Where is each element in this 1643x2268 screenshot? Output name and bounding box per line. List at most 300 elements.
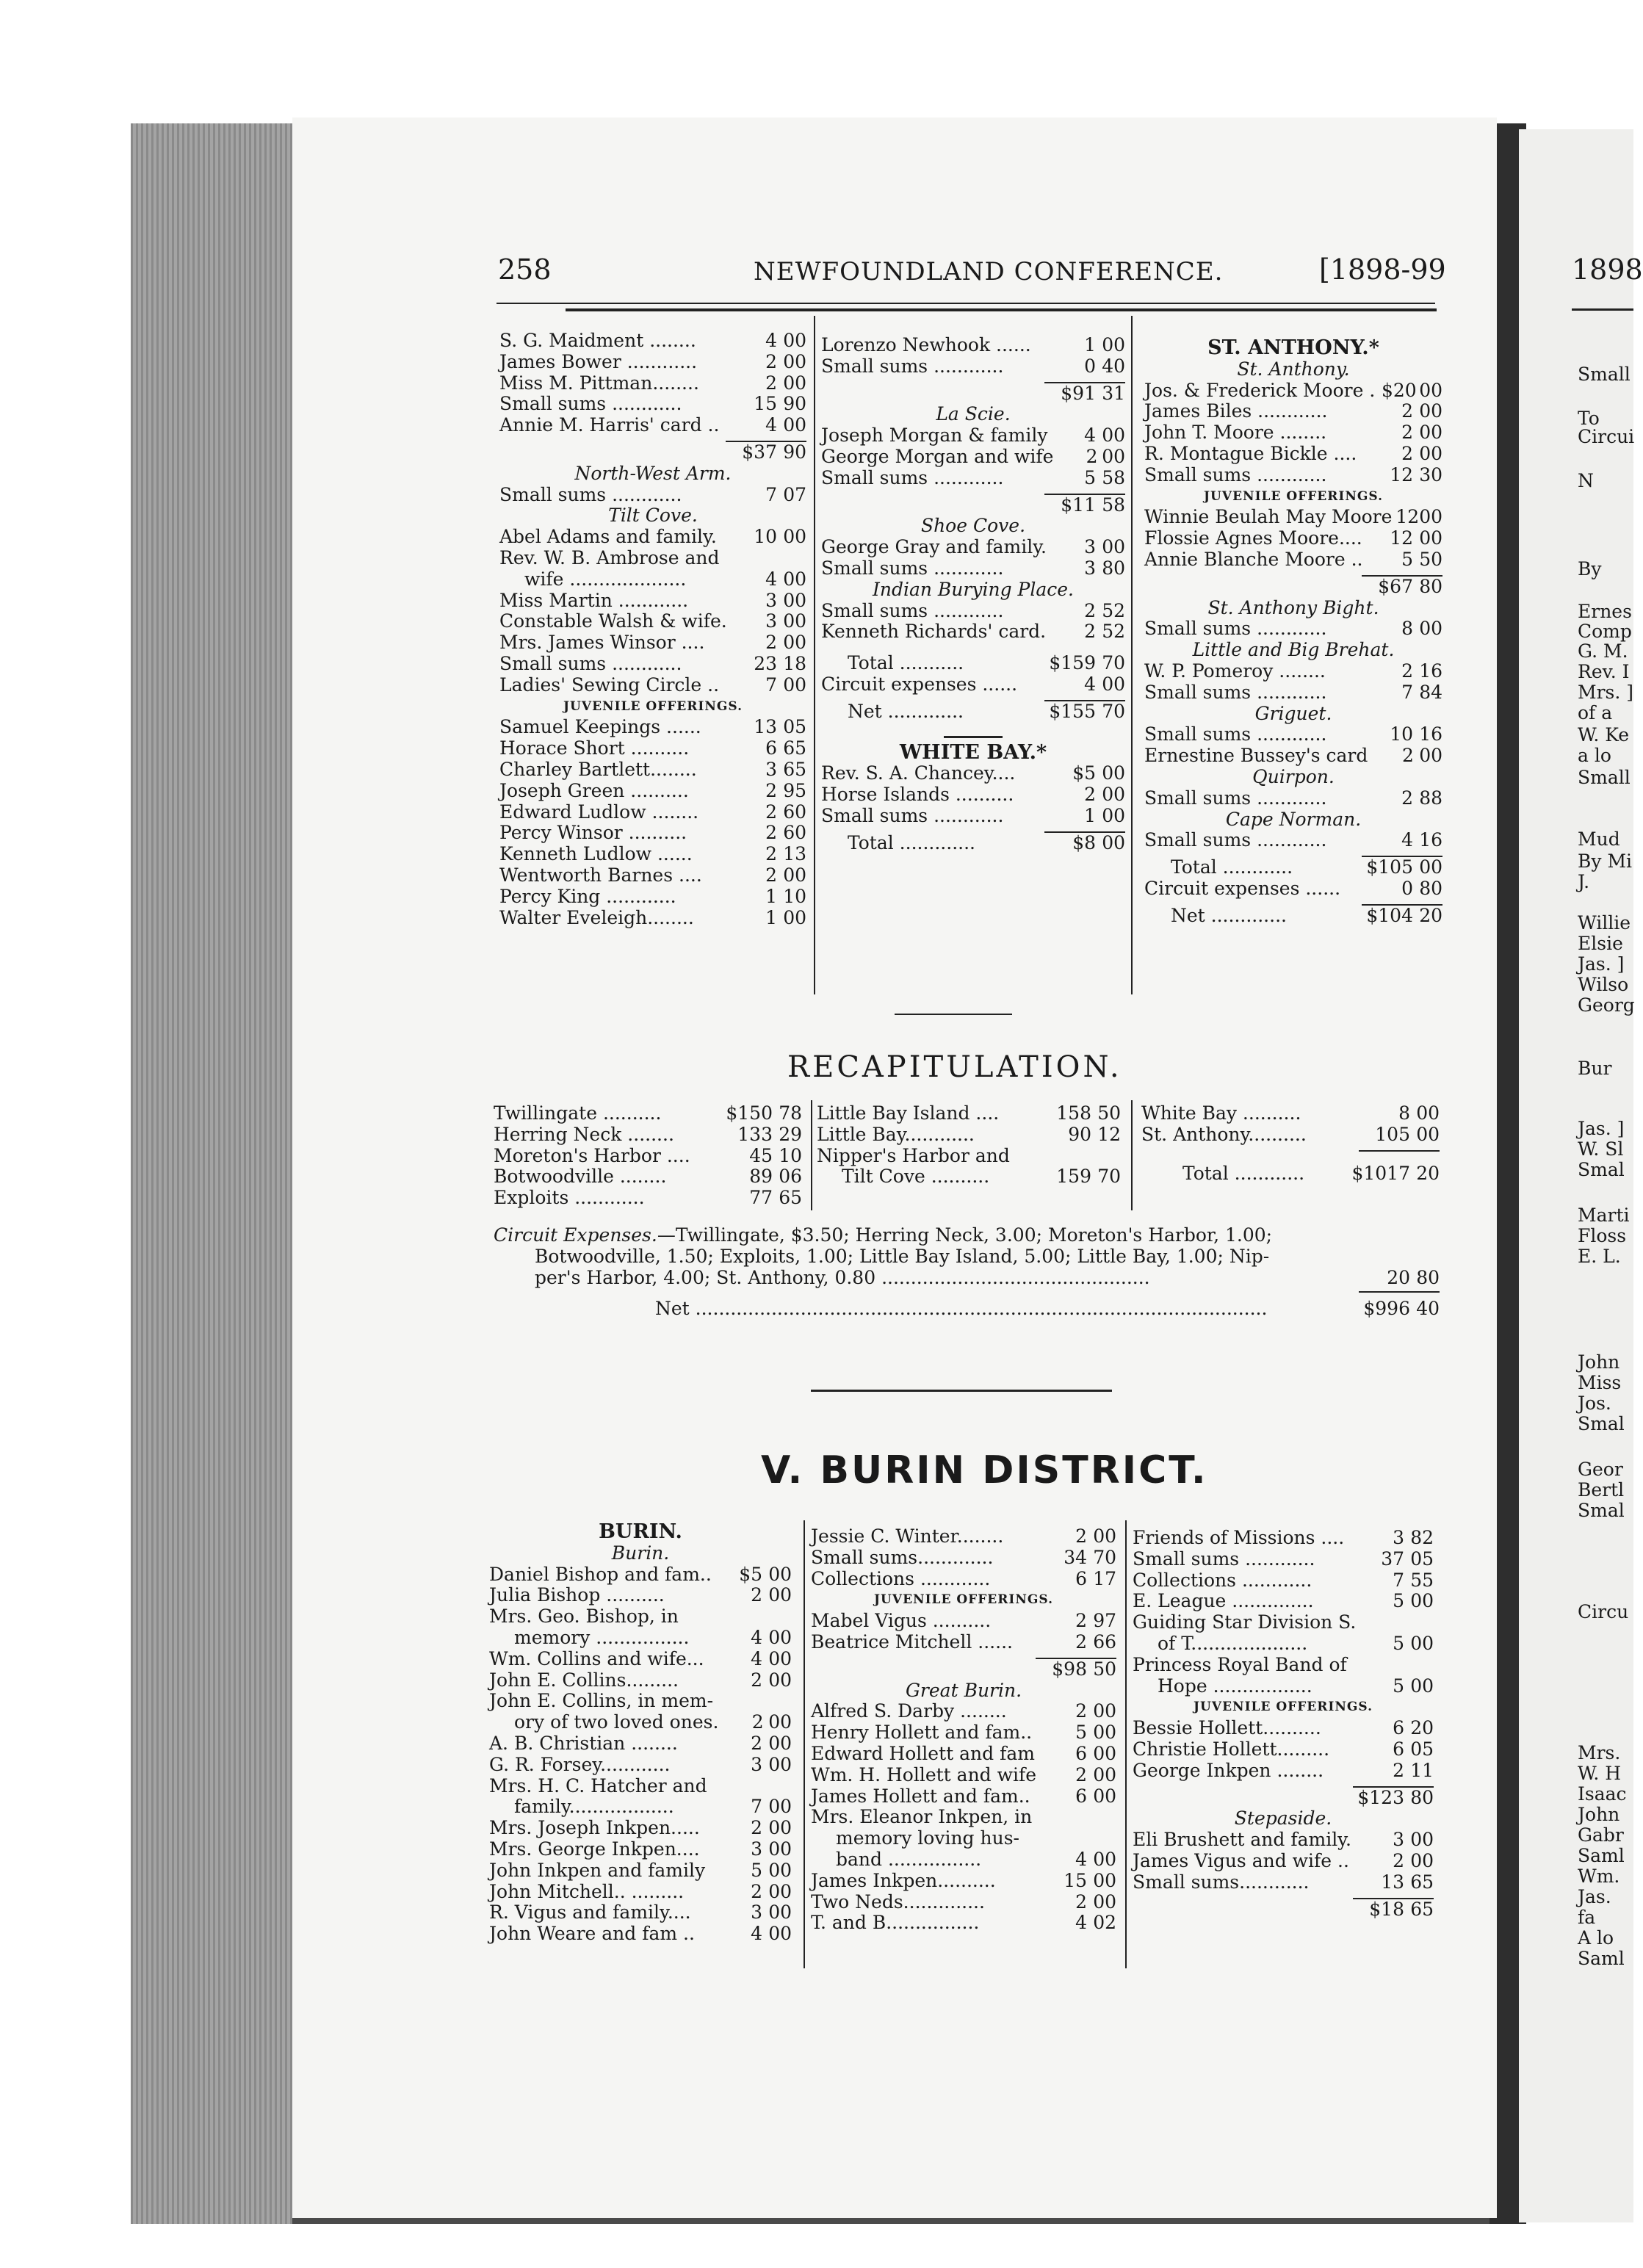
juvenile-offerings-heading: JUVENILE OFFERINGS. (874, 1592, 1053, 1608)
entry-name: Constable Walsh & wife. (499, 610, 727, 632)
facing-page-fragment: W. Sl (1578, 1138, 1624, 1160)
column-divider (814, 316, 815, 994)
recap-item-name: Moreton's Harbor .... (494, 1144, 690, 1166)
entry-cents: 70 (1102, 700, 1125, 722)
entry-name: Hope ................. (1158, 1675, 1312, 1697)
recap-net-label: Net .................................................................................................. (655, 1298, 1268, 1320)
entry-name: Two Neds.............. (811, 1890, 985, 1913)
subtotal-amount: $123 (1357, 1786, 1404, 1808)
entry-cents: 00 (1102, 536, 1125, 558)
recap-title: RECAPITULATION. (787, 1050, 1122, 1084)
facing-page-fragment: W. Ke (1578, 724, 1630, 745)
entry-amount: 10 (1390, 723, 1413, 745)
entry-cents: 11 (1410, 1759, 1434, 1781)
entry-amount: 4 (1084, 673, 1096, 695)
entry-row (811, 1701, 1116, 1722)
entry-amount: 23 (754, 652, 777, 674)
entry-row (1144, 444, 1442, 465)
recap-amount: $150 (726, 1102, 773, 1124)
entry-amount (715, 1691, 762, 1712)
circuit-expenses-line1: —Twillingate, $3.50; Herring Neck, 3.00; Moreton's Harbor, 1.00; (657, 1224, 1273, 1246)
entry-row (821, 806, 1125, 827)
entry-row (489, 1691, 792, 1712)
facing-page-fragment: Saml (1578, 1948, 1625, 1969)
circuit-expenses-cents: 80 (1416, 1266, 1440, 1288)
entry-amount: 6 (1075, 1785, 1087, 1807)
entry-name: Edward Hollett and fam (811, 1742, 1035, 1764)
entry-amount: 5 (1084, 466, 1096, 488)
entry-cents (1087, 1828, 1116, 1849)
entry-row (821, 763, 1125, 784)
recap-amount: 8 (1398, 1102, 1410, 1124)
recap-item-name: Nipper's Harbor and (817, 1144, 1010, 1166)
facing-page-fragment: John (1578, 1351, 1620, 1373)
entry-cents: 95 (783, 779, 806, 801)
entry-amount: 2 (1075, 1890, 1087, 1913)
entry-cents: 00 (768, 1647, 792, 1669)
facing-page-fragment: Gabr (1578, 1824, 1624, 1846)
entry-cents: 00 (1419, 856, 1442, 878)
entry-row (1144, 507, 1442, 528)
facing-page-fragment: Isaac (1578, 1783, 1627, 1805)
entry-row (1144, 857, 1442, 878)
entry-amount: $159 (1049, 652, 1096, 674)
entry-row (1144, 422, 1442, 444)
entry-name: Small sums ............ (499, 483, 682, 505)
entry-amount: 2 (1401, 660, 1413, 682)
subtotal-row (1133, 1788, 1434, 1809)
entry-amount: 4 (765, 414, 777, 436)
facing-page-fragment: Mrs. (1578, 1742, 1621, 1763)
district-title: V. BURIN DISTRICT. (761, 1448, 1208, 1492)
entry-amount: 7 (765, 673, 777, 696)
facing-page-fragment: Small (1578, 364, 1631, 385)
entry-row (811, 1569, 1116, 1590)
entry-name: John Mitchell.. ......... (489, 1880, 685, 1902)
entry-amount: 2 (1401, 787, 1413, 809)
entry-amount: 5 (751, 1859, 762, 1881)
entry-cents (1404, 1655, 1434, 1676)
entry-cents: 00 (1419, 442, 1442, 464)
recap-row (817, 1103, 1121, 1124)
entry-amount: 3 (765, 610, 777, 632)
entry-row (1144, 830, 1442, 851)
entry-cents: 00 (783, 330, 806, 351)
facing-page-fragment: John (1578, 1804, 1620, 1825)
entry-amount: 10 (754, 526, 777, 548)
entry-cents: 00 (783, 526, 806, 548)
entry-amount: 2 (1075, 1630, 1087, 1653)
recap-row (494, 1146, 802, 1167)
entry-amount: 1 (765, 885, 777, 907)
entry-amount (1040, 1828, 1087, 1849)
recap-total-amount: $1017 (1351, 1162, 1410, 1184)
recap-column-3 (1141, 1103, 1440, 1184)
subtotal-spacer (1133, 1788, 1357, 1809)
entry-amount: 2 (765, 843, 777, 865)
entry-cents: 00 (783, 906, 806, 928)
sum-rule (1359, 1291, 1440, 1293)
header-rule-thin (496, 303, 1435, 304)
entry-cents: 00 (1419, 745, 1442, 767)
recap-amount (1044, 1146, 1091, 1167)
circuit-expenses-label: Circuit Expenses. (494, 1224, 657, 1246)
entry-name: Eli Brushett and family. (1133, 1829, 1351, 1851)
entry-cents: 00 (1102, 784, 1125, 806)
entry-row (811, 1611, 1116, 1632)
recap-cents: 10 (779, 1144, 802, 1166)
subtotal-amount: $91 (1061, 382, 1096, 404)
entry-amount: 5 (1393, 1632, 1404, 1654)
juvenile-offerings-heading: JUVENILE OFFERINGS. (1194, 1700, 1373, 1715)
entry-cents (777, 548, 806, 569)
entry-row (489, 1755, 792, 1776)
entry-name: Small sums ............ (821, 599, 1004, 621)
entry-name: Alfred S. Darby ........ (811, 1700, 1007, 1722)
spacer (821, 643, 1125, 653)
entry-row (489, 1796, 792, 1818)
recap-row (494, 1188, 802, 1209)
entry-amount: 4 (751, 1647, 762, 1669)
entry-row (499, 865, 806, 886)
entry-cents: 00 (1093, 1785, 1116, 1807)
facing-page-fragment: Small (1578, 767, 1631, 788)
entry-name: Small sums ............ (499, 393, 682, 415)
entry-amount: 12 (1395, 506, 1420, 528)
subtotal-cents: 58 (1102, 494, 1125, 516)
header-rule-thick (566, 308, 1437, 311)
entry-cents: 05 (1410, 1738, 1434, 1760)
entry-row (821, 833, 1125, 854)
entry-row (811, 1849, 1116, 1871)
entry-cents: 00 (783, 372, 806, 394)
entry-amount: 2 (1401, 422, 1413, 444)
entry-amount: 2 (765, 801, 777, 823)
entry-name: Flossie Agnes Moore.... (1144, 527, 1362, 549)
entry-row (1133, 1612, 1434, 1633)
recap-net-amount: $996 (1363, 1298, 1410, 1320)
entry-cents: 65 (1410, 1871, 1434, 1893)
entry-name: T. and B................ (811, 1912, 980, 1934)
entry-amount (1357, 1612, 1404, 1633)
entry-row (811, 1871, 1116, 1892)
facing-page-fragment: Smal (1578, 1159, 1625, 1180)
entry-name: Small sums ............ (821, 466, 1004, 488)
entry-name: James Hollett and fam.. (811, 1785, 1030, 1807)
facing-page-fragment: fa (1578, 1907, 1596, 1928)
entry-amount: 1 (1084, 804, 1096, 826)
column-burin (489, 1522, 792, 1945)
facing-page-fragment: Jos. (1578, 1393, 1611, 1414)
entry-name: James Vigus and wife .. (1133, 1849, 1349, 1871)
entry-name: Small sums ............ (821, 804, 1004, 826)
entry-name: Guiding Star Division S. (1133, 1611, 1357, 1633)
entry-row (821, 468, 1125, 489)
entry-name: Mrs. Geo. Bishop, in (489, 1606, 679, 1628)
entry-amount: 2 (765, 372, 777, 394)
entry-amount: 2 (765, 779, 777, 801)
entry-cents: 00 (768, 1584, 792, 1606)
recap-amount: 133 (737, 1123, 773, 1145)
entry-amount: 2 (1075, 1700, 1087, 1722)
entry-cents: 84 (1419, 681, 1442, 703)
circuit-expenses-line2: Botwoodville, 1.50; Exploits, 1.00; Little Bay Island, 5.00; Little Bay, 1.00; Nip- (535, 1245, 1270, 1267)
recap-item-name: Little Bay Island .... (817, 1102, 1000, 1124)
place-heading: Griguet. (1254, 702, 1332, 724)
entry-cents: 00 (768, 1838, 792, 1860)
page-edges (131, 123, 292, 2224)
place-heading: North-West Arm. (574, 462, 732, 484)
entry-name: Horace Short .......... (499, 737, 690, 759)
entry-cents: 02 (1093, 1912, 1116, 1934)
entry-cents: 00 (768, 1711, 792, 1733)
place-heading: Shoe Cove. (920, 515, 1026, 537)
place-heading: St. Anthony Bight. (1207, 596, 1379, 618)
entry-cents: 18 (783, 652, 806, 674)
entry-name: Net ............. (848, 700, 964, 722)
entry-amount: 15 (754, 393, 777, 415)
entry-cents: 00 (1093, 1890, 1116, 1913)
entry-row (821, 701, 1125, 723)
entry-name: S. G. Maidment ........ (499, 330, 696, 351)
entry-cents: 00 (768, 1796, 792, 1818)
recap-column-2 (817, 1103, 1121, 1188)
facing-page-fragment: A lo (1578, 1927, 1614, 1949)
entry-name: James Inkpen.......... (811, 1869, 996, 1891)
entry-amount: 34 (1064, 1546, 1087, 1568)
recap-item-name: Botwoodville ........ (494, 1166, 667, 1188)
facing-page-fragment: Rev. I (1578, 661, 1630, 682)
recap-cents: 00 (1416, 1123, 1440, 1145)
entry-amount (730, 548, 777, 569)
entry-amount: $155 (1049, 700, 1096, 722)
entry-amount: 4 (1401, 829, 1413, 851)
entry-row (499, 548, 806, 569)
recap-amount: 89 (749, 1166, 773, 1188)
entry-cents: 00 (783, 350, 806, 372)
entry-amount: 5 (1401, 548, 1413, 570)
entry-row (1133, 1591, 1434, 1612)
entry-row (489, 1733, 792, 1755)
entry-amount: 2 (1086, 445, 1098, 467)
entry-name: Beatrice Mitchell ...... (811, 1630, 1013, 1653)
entry-amount: 7 (751, 1796, 762, 1818)
entry-cents: 55 (1410, 1569, 1434, 1591)
subtotal-cents: 80 (1419, 575, 1442, 597)
entry-cents: 00 (783, 589, 806, 611)
entry-row (489, 1818, 792, 1839)
entry-amount: 5 (1075, 1722, 1087, 1744)
entry-row (499, 527, 806, 548)
facing-page-fragment: Miss (1578, 1372, 1622, 1393)
facing-page-fragment: Bertl (1578, 1479, 1625, 1500)
subtotal-cents: 50 (1093, 1658, 1116, 1680)
entry-row (821, 784, 1125, 806)
entry-name: memory ................ (514, 1626, 690, 1648)
entry-amount: 4 (751, 1923, 762, 1945)
entry-amount (1357, 1655, 1404, 1676)
facing-page-fragment: Willie (1578, 912, 1631, 933)
facing-page-fragment: Smal (1578, 1500, 1625, 1521)
facing-page-fragment: Jas. ] (1578, 953, 1625, 975)
entry-amount: 4 (1075, 1848, 1087, 1870)
running-title: NEWFOUNDLAND CONFERENCE. (754, 257, 1224, 286)
entry-name: family.................. (514, 1796, 674, 1818)
circuit-expenses-amount: 20 (1387, 1266, 1410, 1288)
entry-name: John Inkpen and family (489, 1859, 706, 1881)
entry-name: Small sums ............ (821, 557, 1004, 579)
facing-page-fragment: Bur (1578, 1058, 1612, 1079)
entry-name: memory loving hus- (836, 1827, 1019, 1849)
column-divider (1131, 316, 1133, 994)
circuit-heading: BURIN. (599, 1520, 682, 1543)
entry-name: John Weare and fam .. (489, 1923, 695, 1945)
entry-row (489, 1839, 792, 1860)
entry-name: Mrs. Joseph Inkpen..... (489, 1817, 700, 1839)
entry-name: Joseph Green .......... (499, 779, 689, 801)
subtotal-cents: 31 (1102, 382, 1125, 404)
entry-name: John T. Moore ........ (1144, 422, 1327, 444)
entry-row (1144, 906, 1442, 927)
entry-name: Mabel Vigus .......... (811, 1610, 992, 1632)
spacer (821, 723, 1125, 733)
circuit-expenses (494, 1225, 1440, 1320)
recap-net-cents: 40 (1416, 1298, 1440, 1320)
entry-name: Collections ............ (1133, 1569, 1312, 1591)
entry-cents: 00 (1102, 334, 1125, 355)
entry-name: Small sums ............ (1144, 723, 1327, 745)
entry-name: Edward Ludlow ........ (499, 801, 699, 823)
entry-cents: 10 (783, 885, 806, 907)
entry-name: George Morgan and wife (821, 445, 1054, 467)
entry-row (489, 1882, 792, 1903)
subtotal-row (1144, 577, 1442, 598)
entry-name: Wm. H. Hollett and wife (811, 1763, 1037, 1785)
facing-page-fragment: Marti (1578, 1205, 1630, 1226)
entry-amount: 2 (765, 632, 777, 654)
entry-row (821, 425, 1125, 447)
entry-row (1133, 1655, 1434, 1676)
subtotal-row (499, 442, 806, 463)
entry-amount: 3 (1084, 557, 1096, 579)
entry-cents: 82 (1410, 1527, 1434, 1548)
entry-row (1144, 878, 1442, 900)
entry-amount: 2 (751, 1711, 764, 1733)
place-heading: Burin. (611, 1542, 670, 1564)
entry-cents: 65 (783, 737, 806, 759)
entry-row (1133, 1676, 1434, 1697)
entry-row (1144, 465, 1442, 486)
entry-amount: 4 (1084, 425, 1096, 447)
entry-name: George Inkpen ........ (1133, 1759, 1324, 1781)
recap-amount: 45 (749, 1144, 773, 1166)
entry-amount: 2 (1084, 599, 1096, 621)
column-divider (1131, 1100, 1133, 1210)
entry-row (499, 485, 806, 506)
facing-page-fragment: W. H (1578, 1763, 1622, 1784)
entry-cents: 66 (1093, 1630, 1116, 1653)
entry-name: Wm. Collins and wife... (489, 1647, 704, 1669)
entry-amount: 6 (1075, 1742, 1087, 1764)
facing-page-fragment: Wilso (1578, 974, 1629, 995)
column-divider (804, 1520, 805, 1968)
entry-cents (762, 1691, 792, 1712)
column-la-scie-white-bay (821, 335, 1125, 854)
entry-name: R. Vigus and family.... (489, 1902, 691, 1924)
entry-cents: 00 (1093, 1525, 1116, 1547)
entry-name: Small sums............. (811, 1546, 994, 1568)
facing-page-fragment: G. M. (1578, 640, 1628, 662)
entry-row (1144, 380, 1442, 402)
circuit-heading: ST. ANTHONY.* (1207, 336, 1379, 359)
entry-cents: 00 (768, 1859, 792, 1881)
entry-row (499, 823, 806, 844)
entry-cents: 13 (783, 843, 806, 865)
entry-row (489, 1649, 792, 1670)
entry-name: Jessie C. Winter........ (811, 1525, 1004, 1547)
entry-row (499, 759, 806, 781)
entry-row (489, 1585, 792, 1606)
column-stepaside (1133, 1528, 1434, 1920)
entry-cents: 00 (1419, 618, 1442, 640)
subtotal-spacer (821, 495, 1049, 516)
entry-name: Collections ............ (811, 1567, 991, 1589)
recap-row (494, 1124, 802, 1146)
facing-page-fragment: Comp (1578, 621, 1632, 642)
entry-name: John E. Collins......... (489, 1669, 679, 1691)
entry-name: John E. Collins, in mem- (489, 1690, 714, 1712)
entry-amount: 1 (765, 906, 777, 928)
subtotal-spacer (1133, 1899, 1357, 1921)
entry-amount: 3 (1393, 1829, 1404, 1851)
entry-row (1144, 401, 1442, 422)
entry-row (811, 1722, 1116, 1744)
facing-page-fragment: Geor (1578, 1459, 1623, 1480)
entry-name: Wentworth Barnes .... (499, 864, 702, 886)
column-st-anthony (1144, 338, 1442, 927)
entry-cents: 60 (783, 822, 806, 844)
entry-cents: 30 (1419, 463, 1442, 485)
entry-row (1144, 549, 1442, 571)
entry-row (489, 1860, 792, 1882)
entry-amount: 2 (751, 1669, 762, 1691)
recap-cents: 00 (1416, 1102, 1440, 1124)
entry-cents: 00 (1419, 400, 1442, 422)
entry-row (499, 331, 806, 352)
entry-amount: 2 (1084, 621, 1096, 643)
entry-cents (762, 1606, 792, 1628)
entry-name: Winnie Beulah May Moore (1144, 506, 1393, 528)
entry-name: G. R. Forsey............ (489, 1753, 671, 1775)
entry-cents: 05 (1410, 1547, 1434, 1570)
subtotal-cents: 65 (1410, 1898, 1434, 1920)
entry-cents: 40 (1102, 355, 1125, 377)
entry-amount: 13 (754, 716, 777, 738)
entry-name: Small sums ............ (499, 652, 682, 674)
recap-row (817, 1146, 1121, 1167)
entry-cents: 20 (1419, 904, 1442, 926)
entry-cents: 00 (1093, 1742, 1116, 1764)
entry-name: James Bower ............ (499, 350, 698, 372)
entry-cents: 00 (783, 414, 806, 436)
entry-amount: $5 (1072, 762, 1096, 784)
entry-name: Charley Bartlett........ (499, 758, 697, 780)
facing-page-fragment: Georg (1578, 994, 1635, 1016)
entry-amount: 5 (1393, 1590, 1404, 1612)
recap-total-cents: 20 (1416, 1162, 1440, 1184)
subtotal-amount: $18 (1369, 1898, 1404, 1920)
entry-amount: 3 (765, 589, 777, 611)
